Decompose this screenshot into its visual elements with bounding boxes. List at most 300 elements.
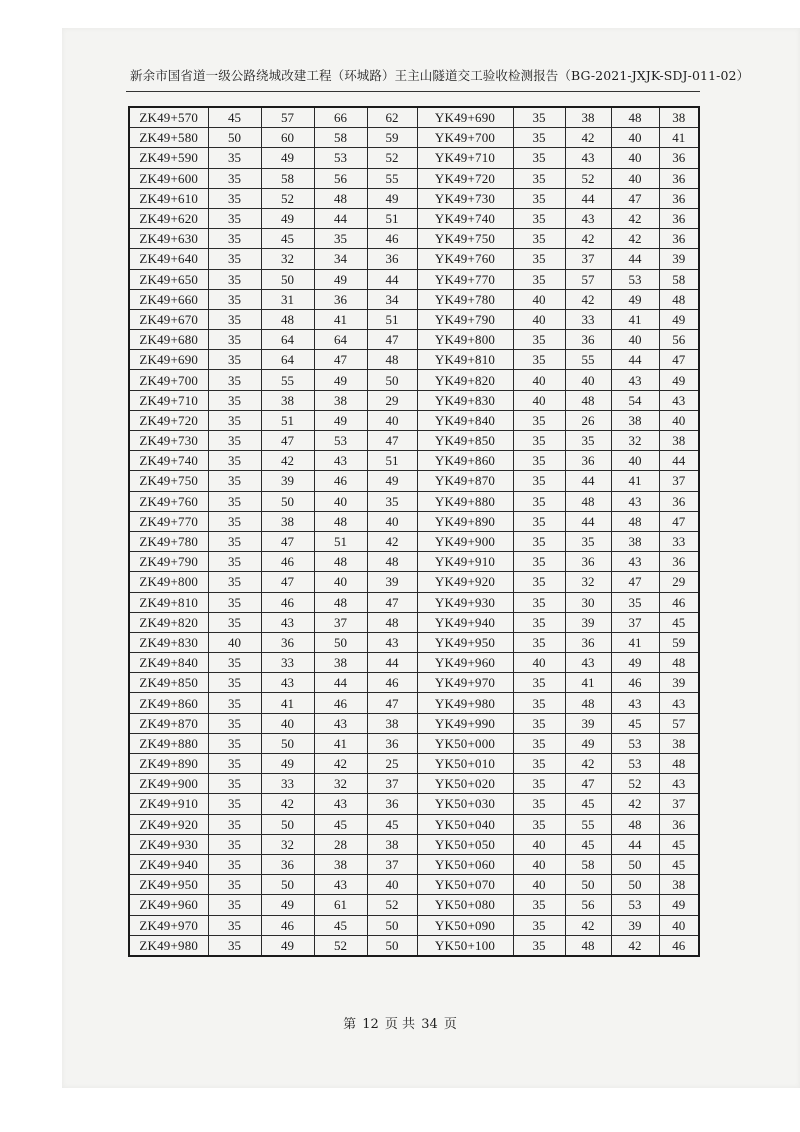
value-cell: 59 — [367, 128, 417, 148]
station-cell: ZK49+710 — [129, 390, 208, 410]
station-cell: YK50+070 — [417, 875, 513, 895]
value-cell: 41 — [261, 693, 314, 713]
value-cell: 50 — [261, 875, 314, 895]
value-cell: 37 — [314, 612, 367, 632]
value-cell: 66 — [314, 107, 367, 128]
value-cell: 35 — [208, 188, 261, 208]
table-row — [129, 875, 699, 895]
value-cell: 43 — [611, 370, 659, 390]
station-cell: ZK49+580 — [129, 128, 208, 148]
value-cell: 35 — [513, 733, 565, 753]
table-row — [129, 915, 699, 935]
value-cell: 37 — [367, 854, 417, 874]
value-cell: 36 — [261, 854, 314, 874]
value-cell: 49 — [314, 370, 367, 390]
value-cell: 38 — [659, 733, 699, 753]
station-cell: YK50+050 — [417, 834, 513, 854]
value-cell: 49 — [659, 895, 699, 915]
value-cell: 40 — [659, 410, 699, 430]
value-cell: 43 — [261, 673, 314, 693]
value-cell: 56 — [565, 895, 611, 915]
station-cell: YK50+020 — [417, 774, 513, 794]
value-cell: 35 — [208, 854, 261, 874]
value-cell: 35 — [513, 511, 565, 531]
value-cell: 48 — [611, 511, 659, 531]
value-cell: 35 — [513, 148, 565, 168]
table-body — [129, 107, 699, 956]
station-cell: ZK49+630 — [129, 229, 208, 249]
station-cell: ZK49+690 — [129, 350, 208, 370]
value-cell: 40 — [314, 572, 367, 592]
value-cell: 35 — [513, 350, 565, 370]
table-row — [129, 229, 699, 249]
value-cell: 50 — [261, 814, 314, 834]
value-cell: 39 — [367, 572, 417, 592]
value-cell: 35 — [513, 330, 565, 350]
value-cell: 45 — [314, 915, 367, 935]
table-row — [129, 451, 699, 471]
table-row — [129, 491, 699, 511]
value-cell: 35 — [208, 774, 261, 794]
table-row — [129, 632, 699, 652]
table-row — [129, 350, 699, 370]
value-cell: 35 — [314, 229, 367, 249]
value-cell: 40 — [513, 854, 565, 874]
value-cell: 50 — [611, 875, 659, 895]
value-cell: 35 — [208, 471, 261, 491]
value-cell: 34 — [367, 289, 417, 309]
value-cell: 35 — [208, 754, 261, 774]
value-cell: 35 — [513, 208, 565, 228]
station-cell: YK49+990 — [417, 713, 513, 733]
value-cell: 35 — [513, 269, 565, 289]
footer-total-pages: 34 — [421, 1017, 438, 1032]
value-cell: 44 — [314, 673, 367, 693]
value-cell: 52 — [611, 774, 659, 794]
value-cell: 39 — [659, 249, 699, 269]
value-cell: 51 — [367, 208, 417, 228]
value-cell: 48 — [611, 107, 659, 128]
station-cell: ZK49+940 — [129, 854, 208, 874]
value-cell: 53 — [314, 431, 367, 451]
value-cell: 46 — [659, 592, 699, 612]
value-cell: 35 — [208, 208, 261, 228]
value-cell: 40 — [513, 309, 565, 329]
value-cell: 54 — [611, 390, 659, 410]
station-cell: ZK49+830 — [129, 632, 208, 652]
value-cell: 40 — [513, 370, 565, 390]
value-cell: 42 — [611, 935, 659, 956]
table-row — [129, 128, 699, 148]
value-cell: 49 — [659, 370, 699, 390]
value-cell: 42 — [565, 229, 611, 249]
value-cell: 40 — [513, 834, 565, 854]
station-cell: ZK49+780 — [129, 531, 208, 551]
value-cell: 41 — [314, 309, 367, 329]
value-cell: 29 — [659, 572, 699, 592]
value-cell: 58 — [261, 168, 314, 188]
value-cell: 42 — [611, 794, 659, 814]
header-divider — [126, 91, 700, 92]
station-cell: YK50+000 — [417, 733, 513, 753]
station-cell: YK49+810 — [417, 350, 513, 370]
value-cell: 38 — [659, 431, 699, 451]
value-cell: 52 — [314, 935, 367, 956]
value-cell: 42 — [314, 754, 367, 774]
value-cell: 52 — [367, 148, 417, 168]
value-cell: 48 — [565, 693, 611, 713]
value-cell: 36 — [659, 491, 699, 511]
value-cell: 35 — [513, 814, 565, 834]
value-cell: 38 — [314, 854, 367, 874]
value-cell: 35 — [513, 754, 565, 774]
table-row — [129, 289, 699, 309]
value-cell: 62 — [367, 107, 417, 128]
value-cell: 42 — [611, 208, 659, 228]
value-cell: 35 — [513, 531, 565, 551]
value-cell: 46 — [367, 229, 417, 249]
value-cell: 48 — [367, 552, 417, 572]
value-cell: 49 — [261, 895, 314, 915]
station-cell: ZK49+950 — [129, 875, 208, 895]
value-cell: 38 — [611, 410, 659, 430]
value-cell: 45 — [208, 107, 261, 128]
station-cell: YK49+860 — [417, 451, 513, 471]
value-cell: 40 — [611, 128, 659, 148]
value-cell: 41 — [611, 309, 659, 329]
value-cell: 51 — [367, 309, 417, 329]
value-cell: 47 — [611, 188, 659, 208]
value-cell: 49 — [659, 309, 699, 329]
value-cell: 49 — [314, 269, 367, 289]
value-cell: 43 — [611, 491, 659, 511]
value-cell: 38 — [659, 107, 699, 128]
value-cell: 48 — [565, 491, 611, 511]
value-cell: 50 — [314, 632, 367, 652]
value-cell: 55 — [565, 814, 611, 834]
value-cell: 35 — [208, 491, 261, 511]
station-cell: YK49+690 — [417, 107, 513, 128]
value-cell: 50 — [261, 733, 314, 753]
value-cell: 35 — [513, 713, 565, 733]
station-cell: YK49+720 — [417, 168, 513, 188]
value-cell: 49 — [611, 289, 659, 309]
value-cell: 43 — [659, 693, 699, 713]
station-cell: YK50+060 — [417, 854, 513, 874]
value-cell: 50 — [208, 128, 261, 148]
station-cell: YK49+940 — [417, 612, 513, 632]
value-cell: 58 — [314, 128, 367, 148]
station-cell: YK49+790 — [417, 309, 513, 329]
value-cell: 35 — [208, 693, 261, 713]
value-cell: 55 — [261, 370, 314, 390]
value-cell: 44 — [659, 451, 699, 471]
value-cell: 35 — [513, 935, 565, 956]
station-cell: ZK49+900 — [129, 774, 208, 794]
value-cell: 35 — [513, 410, 565, 430]
value-cell: 48 — [314, 592, 367, 612]
value-cell: 35 — [208, 794, 261, 814]
value-cell: 45 — [367, 814, 417, 834]
value-cell: 43 — [314, 451, 367, 471]
value-cell: 35 — [513, 572, 565, 592]
table-row — [129, 168, 699, 188]
table-row — [129, 188, 699, 208]
value-cell: 41 — [659, 128, 699, 148]
value-cell: 52 — [261, 188, 314, 208]
value-cell: 58 — [659, 269, 699, 289]
value-cell: 41 — [565, 673, 611, 693]
value-cell: 48 — [565, 935, 611, 956]
value-cell: 35 — [513, 107, 565, 128]
value-cell: 36 — [659, 148, 699, 168]
value-cell: 35 — [611, 592, 659, 612]
value-cell: 35 — [513, 168, 565, 188]
value-cell: 50 — [367, 935, 417, 956]
value-cell: 35 — [513, 632, 565, 652]
value-cell: 43 — [565, 653, 611, 673]
value-cell: 32 — [565, 572, 611, 592]
station-cell: YK49+760 — [417, 249, 513, 269]
value-cell: 37 — [367, 774, 417, 794]
value-cell: 49 — [261, 754, 314, 774]
value-cell: 38 — [314, 390, 367, 410]
value-cell: 44 — [611, 249, 659, 269]
value-cell: 51 — [314, 531, 367, 551]
station-cell: YK49+890 — [417, 511, 513, 531]
station-cell: ZK49+800 — [129, 572, 208, 592]
value-cell: 35 — [565, 431, 611, 451]
value-cell: 43 — [659, 774, 699, 794]
value-cell: 35 — [513, 128, 565, 148]
value-cell: 64 — [261, 330, 314, 350]
value-cell: 40 — [513, 875, 565, 895]
value-cell: 48 — [314, 511, 367, 531]
station-cell: ZK49+880 — [129, 733, 208, 753]
table-row — [129, 249, 699, 269]
station-cell: ZK49+930 — [129, 834, 208, 854]
value-cell: 39 — [565, 713, 611, 733]
value-cell: 47 — [367, 592, 417, 612]
table-row — [129, 148, 699, 168]
value-cell: 60 — [261, 128, 314, 148]
value-cell: 64 — [261, 350, 314, 370]
page-footer — [0, 1013, 800, 1032]
value-cell: 50 — [261, 491, 314, 511]
value-cell: 48 — [367, 350, 417, 370]
value-cell: 42 — [565, 754, 611, 774]
value-cell: 45 — [659, 854, 699, 874]
value-cell: 35 — [208, 875, 261, 895]
value-cell: 42 — [565, 915, 611, 935]
value-cell: 35 — [513, 693, 565, 713]
value-cell: 42 — [565, 128, 611, 148]
value-cell: 46 — [261, 592, 314, 612]
value-cell: 28 — [314, 834, 367, 854]
value-cell: 35 — [208, 935, 261, 956]
value-cell: 35 — [513, 229, 565, 249]
station-cell: YK49+920 — [417, 572, 513, 592]
value-cell: 45 — [565, 834, 611, 854]
value-cell: 35 — [208, 451, 261, 471]
value-cell: 38 — [611, 531, 659, 551]
value-cell: 40 — [611, 168, 659, 188]
value-cell: 38 — [261, 511, 314, 531]
station-cell: ZK49+840 — [129, 653, 208, 673]
value-cell: 35 — [208, 653, 261, 673]
value-cell: 40 — [611, 148, 659, 168]
value-cell: 35 — [208, 330, 261, 350]
value-cell: 53 — [611, 269, 659, 289]
value-cell: 36 — [314, 289, 367, 309]
value-cell: 32 — [261, 249, 314, 269]
station-cell: ZK49+870 — [129, 713, 208, 733]
table-row — [129, 531, 699, 551]
value-cell: 35 — [208, 229, 261, 249]
table-row — [129, 854, 699, 874]
station-cell: YK49+910 — [417, 552, 513, 572]
value-cell: 39 — [659, 673, 699, 693]
value-cell: 36 — [565, 552, 611, 572]
station-cell: ZK49+920 — [129, 814, 208, 834]
value-cell: 48 — [367, 612, 417, 632]
value-cell: 43 — [565, 148, 611, 168]
value-cell: 46 — [659, 935, 699, 956]
footer-page-number: 12 — [362, 1017, 379, 1032]
value-cell: 44 — [565, 511, 611, 531]
value-cell: 38 — [314, 653, 367, 673]
value-cell: 35 — [208, 834, 261, 854]
value-cell: 35 — [208, 148, 261, 168]
station-cell: ZK49+850 — [129, 673, 208, 693]
station-cell: ZK49+760 — [129, 491, 208, 511]
value-cell: 50 — [367, 915, 417, 935]
table-row — [129, 834, 699, 854]
value-cell: 35 — [513, 612, 565, 632]
table-row — [129, 895, 699, 915]
value-cell: 41 — [611, 471, 659, 491]
value-cell: 49 — [314, 410, 367, 430]
value-cell: 46 — [261, 915, 314, 935]
value-cell: 30 — [565, 592, 611, 612]
value-cell: 44 — [367, 269, 417, 289]
value-cell: 40 — [367, 875, 417, 895]
station-cell: YK50+030 — [417, 794, 513, 814]
value-cell: 50 — [565, 875, 611, 895]
value-cell: 32 — [611, 431, 659, 451]
value-cell: 43 — [611, 693, 659, 713]
report-header-title: 新余市国省道一级公路绕城改建工程（环城路）王主山隧道交工验收检测报告（BG-2021-JXJK-SDJ-011-02） — [130, 68, 750, 83]
station-cell: YK49+970 — [417, 673, 513, 693]
value-cell: 33 — [261, 774, 314, 794]
value-cell: 35 — [208, 915, 261, 935]
value-cell: 47 — [261, 531, 314, 551]
value-cell: 40 — [513, 653, 565, 673]
table-row — [129, 410, 699, 430]
station-cell: ZK49+890 — [129, 754, 208, 774]
value-cell: 59 — [659, 632, 699, 652]
table-row — [129, 814, 699, 834]
value-cell: 38 — [367, 834, 417, 854]
station-cell: YK49+700 — [417, 128, 513, 148]
value-cell: 64 — [314, 330, 367, 350]
value-cell: 35 — [208, 531, 261, 551]
value-cell: 33 — [659, 531, 699, 551]
value-cell: 36 — [367, 249, 417, 269]
value-cell: 42 — [261, 451, 314, 471]
value-cell: 38 — [659, 875, 699, 895]
value-cell: 48 — [659, 653, 699, 673]
value-cell: 49 — [565, 733, 611, 753]
value-cell: 53 — [611, 754, 659, 774]
value-cell: 50 — [261, 269, 314, 289]
value-cell: 35 — [513, 592, 565, 612]
value-cell: 48 — [565, 390, 611, 410]
value-cell: 47 — [659, 511, 699, 531]
value-cell: 43 — [314, 875, 367, 895]
station-cell: ZK49+910 — [129, 794, 208, 814]
value-cell: 36 — [659, 552, 699, 572]
value-cell: 47 — [367, 431, 417, 451]
value-cell: 33 — [261, 653, 314, 673]
station-cell: YK49+710 — [417, 148, 513, 168]
value-cell: 35 — [513, 431, 565, 451]
value-cell: 35 — [513, 451, 565, 471]
value-cell: 43 — [659, 390, 699, 410]
value-cell: 36 — [367, 794, 417, 814]
value-cell: 36 — [367, 733, 417, 753]
station-cell: YK49+820 — [417, 370, 513, 390]
table-row — [129, 511, 699, 531]
value-cell: 43 — [367, 632, 417, 652]
value-cell: 58 — [565, 854, 611, 874]
station-cell: ZK49+810 — [129, 592, 208, 612]
station-cell: YK49+750 — [417, 229, 513, 249]
value-cell: 36 — [659, 188, 699, 208]
value-cell: 35 — [208, 733, 261, 753]
station-cell: YK49+980 — [417, 693, 513, 713]
station-cell: YK49+740 — [417, 208, 513, 228]
value-cell: 35 — [208, 350, 261, 370]
value-cell: 48 — [314, 188, 367, 208]
inspection-data-table — [128, 106, 700, 957]
value-cell: 40 — [261, 713, 314, 733]
value-cell: 36 — [565, 451, 611, 471]
value-cell: 44 — [565, 471, 611, 491]
value-cell: 40 — [611, 330, 659, 350]
value-cell: 38 — [367, 713, 417, 733]
value-cell: 48 — [261, 309, 314, 329]
table-row — [129, 693, 699, 713]
value-cell: 46 — [314, 693, 367, 713]
value-cell: 37 — [565, 249, 611, 269]
value-cell: 37 — [659, 794, 699, 814]
value-cell: 35 — [513, 249, 565, 269]
table-row — [129, 774, 699, 794]
value-cell: 35 — [367, 491, 417, 511]
value-cell: 47 — [261, 572, 314, 592]
value-cell: 40 — [367, 410, 417, 430]
value-cell: 46 — [611, 673, 659, 693]
value-cell: 35 — [513, 552, 565, 572]
value-cell: 61 — [314, 895, 367, 915]
station-cell: YK50+040 — [417, 814, 513, 834]
value-cell: 40 — [659, 915, 699, 935]
value-cell: 42 — [261, 794, 314, 814]
table-row — [129, 673, 699, 693]
station-cell: ZK49+670 — [129, 309, 208, 329]
value-cell: 51 — [367, 451, 417, 471]
